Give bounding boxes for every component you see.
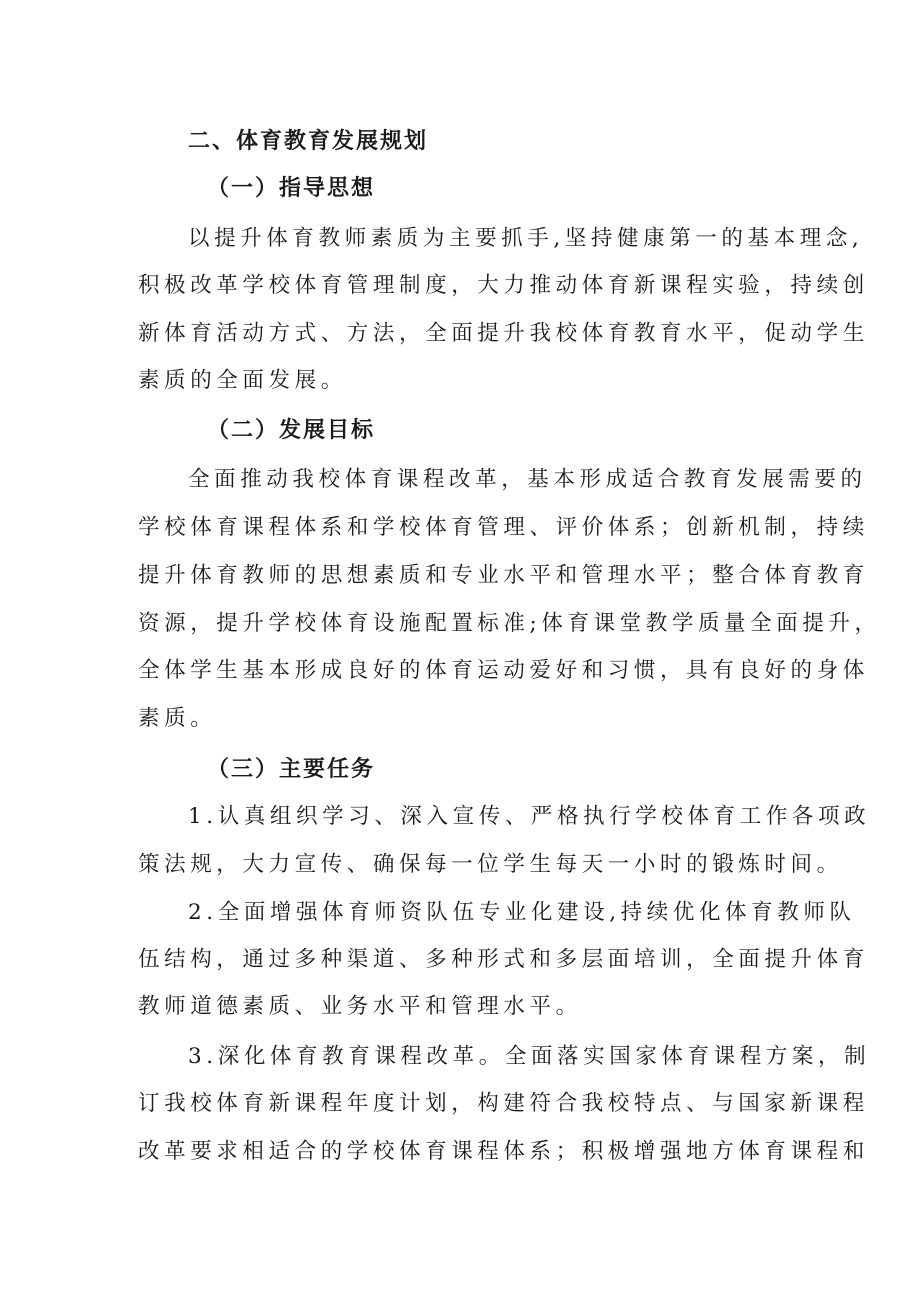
task-item-line: 策法规，大力宣传、确保每一位学生每天一小时的锻炼时间。 [138,852,843,877]
paragraph-line: 新体育活动方式、方法，全面提升我校体育教育水平，促动学生 [138,321,869,346]
task-item-line: 改革要求相适合的学校体育课程体系；积极增强地方体育课程和 [138,1139,869,1164]
task-item-line: 订我校体育新课程年度计划，构建符合我校特点、与国家新课程 [138,1091,869,1116]
task-item-line: 教师道德素质、业务水平和管理水平。 [138,994,582,1019]
task-item-line: 3.深化体育教育课程改革。全面落实国家体育课程方案，制 [188,1044,871,1069]
task-item-line: 2.全面增强体育师资队伍专业化建设,持续优化体育教师队 [188,900,856,925]
paragraph-line: 素质。 [138,706,217,731]
paragraph-line: 学校体育课程体系和学校体育管理、评价体系；创新机制，持续 [138,515,869,540]
paragraph-line: 以提升体育教师素质为主要抓手,坚持健康第一的基本理念, [188,226,864,251]
subsection-heading-main-tasks: （三）主要任务 [207,757,376,782]
paragraph-line: 全面推动我校体育课程改革，基本形成适合教育发展需要的 [188,467,867,492]
paragraph-line: 全体学生基本形成良好的体育运动爱好和习惯，具有良好的身体 [138,658,869,683]
subsection-heading-development-goals: （二）发展目标 [207,418,376,443]
task-item-line: 伍结构，通过多种渠道、多种形式和多层面培训，全面提升体育 [138,947,869,972]
paragraph-line: 积极改革学校体育管理制度，大力推动体育新课程实验，持续创 [138,273,869,298]
subsection-heading-guiding-ideology: （一）指导思想 [207,176,376,201]
paragraph-line: 资源，提升学校体育设施配置标准;体育课堂教学质量全面提升， [138,611,881,636]
task-item-line: 1.认真组织学习、深入宣传、严格执行学校体育工作各项政 [188,804,871,829]
paragraph-line: 素质的全面发展。 [138,368,347,393]
section-title: 二、体育教育发展规划 [188,129,429,154]
paragraph-line: 提升体育教师的思想素质和专业水平和管理水平；整合体育教育 [138,563,869,588]
